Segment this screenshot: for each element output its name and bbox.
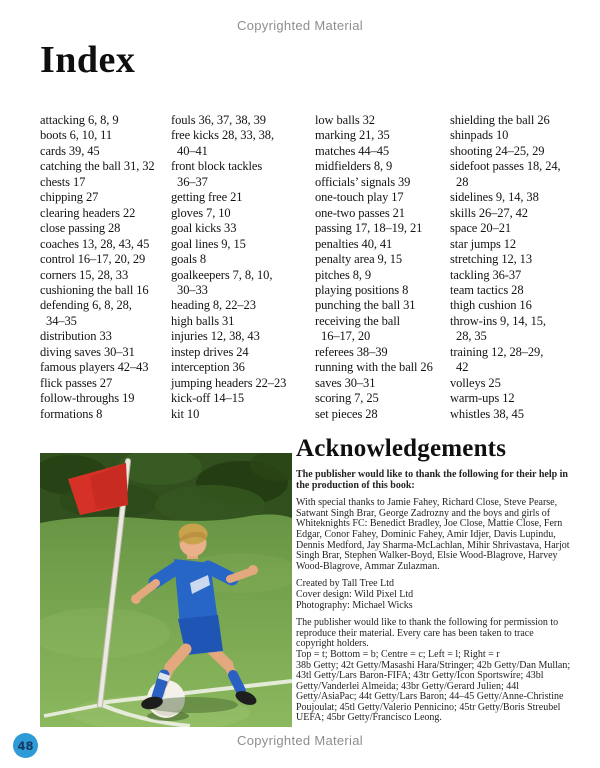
index-entry-line: sidelines 9, 14, 38	[450, 190, 539, 205]
index-entry-line: corners 15, 28, 33	[40, 267, 129, 282]
index-entry-line: gloves 7, 10	[171, 205, 231, 220]
index-entry-line: pitches 8, 9	[315, 267, 372, 282]
acknowledgements-title: Acknowledgements	[296, 435, 507, 462]
ack-photography: Photography: Michael Wicks	[296, 599, 413, 611]
index-column-1	[40, 113, 171, 422]
index-entry-line: shooting 24–25, 29	[450, 143, 545, 158]
index-entry-line: saves 30–31	[315, 375, 376, 390]
index-entry-line: heading 8, 22–23	[171, 298, 256, 313]
index-entry-line: cards 39, 45	[40, 143, 100, 158]
index-entry-line: follow-throughs 19	[40, 391, 135, 406]
index-entry-line: formations 8	[40, 406, 103, 421]
index-column-3	[315, 113, 450, 422]
index-entry-line: tackling 36-37	[450, 267, 522, 282]
index-entry-line: getting free 21	[171, 190, 243, 205]
index-entry-line: playing positions 8	[315, 282, 409, 297]
copyright-notice-top: Copyrighted Material	[237, 18, 363, 33]
index-entry-line: punching the ball 31	[315, 298, 416, 313]
index-entry-line: instep drives 24	[171, 344, 249, 359]
index-entry-line: clearing headers 22	[40, 205, 136, 220]
index-entry-line: whistles 38, 45	[450, 406, 524, 421]
index-entry-line: matches 44–45	[315, 143, 390, 158]
index-entry-line: kit 10	[171, 406, 200, 421]
index-entry-line: free kicks 28, 33, 38,	[171, 128, 274, 143]
ack-cover-design: Cover design: Wild Pixel Ltd	[296, 588, 414, 600]
index-entry-line: high balls 31	[171, 313, 235, 328]
index-entry-line: flick passes 27	[40, 375, 113, 390]
index-entry-line: passing 17, 18–19, 21	[315, 221, 423, 236]
index-entry-line: referees 38–39	[315, 344, 388, 359]
index-entry-line: injuries 12, 38, 43	[171, 329, 260, 344]
index-entry-line: front block tackles	[171, 159, 263, 174]
index-entry-line: 34–35	[40, 313, 77, 328]
index-entry-line: marking 21, 35	[315, 128, 390, 143]
index-entry-line: 28	[450, 174, 469, 189]
ack-production-credits	[296, 579, 574, 611]
index-entry-line: one-two passes 21	[315, 205, 405, 220]
ack-intro: The publisher would like to thank the following for their help in the production of this book:	[296, 469, 568, 491]
index-entry-line: midfielders 8, 9	[315, 159, 393, 174]
index-entry-line: goalkeepers 7, 8, 10,	[171, 267, 273, 282]
index-entry-line: sidefoot passes 18, 24,	[450, 159, 561, 174]
index-entry-line: shinpads 10	[450, 128, 509, 143]
index-entry-line: famous players 42–43	[40, 360, 149, 375]
index-entry-line: set pieces 28	[315, 406, 378, 421]
index-entry-line: goals 8	[171, 252, 207, 267]
index-entry-line: running with the ball 26	[315, 360, 433, 375]
index-column-4	[450, 113, 572, 422]
index-entry-line: 28, 35	[450, 329, 487, 344]
index-entry-line: attacking 6, 8, 9	[40, 113, 119, 127]
index-entry-line: coaches 13, 28, 43, 45	[40, 236, 150, 251]
index-entry-line: kick-off 14–15	[171, 391, 245, 406]
index-entry-line: training 12, 28–29,	[450, 344, 544, 359]
page-title: Index	[40, 39, 136, 81]
index-entry-line: 40–41	[171, 143, 208, 158]
index-entry-line: throw-ins 9, 14, 15,	[450, 313, 546, 328]
index-entry-line: volleys 25	[450, 375, 501, 390]
ack-photo-credits: 38b Getty; 42t Getty/Masashi Hara/Stringer; 42b Getty/Dan Mullan; 43tl Getty/Lars Baron-FIFA; 43tr Getty/Icon Sportswire; 43bl Getty/Vanderlei Almeida; 43br Getty/Gerard Julien; 44l Getty/AsiaPac; 44t Getty/Lars Baron; 44–45 Getty/Anne-Christine Poujoulat; 45tl Getty/Valerio Pennicino; 45tr Getty/Boris Streubel UEFA; 45br Getty/Francisco Leong.	[296, 659, 571, 724]
ack-created-by: Created by Tall Tree Ltd	[296, 578, 394, 590]
index-entry-line: 36–37	[171, 174, 208, 189]
index-entry-line: thigh cushion 16	[450, 298, 532, 313]
acknowledgements-section	[296, 436, 574, 724]
index-entry-line: defending 6, 8, 28,	[40, 298, 132, 313]
index-entry-line: officials’ signals 39	[315, 174, 411, 189]
index-entry-line: distribution 33	[40, 329, 112, 344]
index-entry-line: diving saves 30–31	[40, 344, 135, 359]
index-entry-line: chests 17	[40, 174, 86, 189]
index-entry-line: skills 26–27, 42	[450, 205, 528, 220]
index-entry-line: interception 36	[171, 360, 245, 375]
index-entry-line: goal lines 9, 15	[171, 236, 246, 251]
index-column-2	[171, 113, 315, 422]
index-entry-line: catching the ball 31, 32	[40, 159, 155, 174]
page-number: 48	[17, 738, 34, 753]
ack-permission: The publisher would like to thank the following for permission to reproduce their material. Every care has been taken to trace copyright holders.	[296, 617, 559, 650]
index-entry-line: control 16–17, 20, 29	[40, 252, 146, 267]
ack-position-key: Top = t; Bottom = b; Centre = c; Left = l; Right = r	[296, 648, 500, 660]
index-entry-line: chipping 27	[40, 190, 99, 205]
ack-thanks: With special thanks to Jamie Fahey, Richard Close, Steve Pearse, Satwant Singh Brar, George Zadrozny and the boys and girls of Whiteknights FC: Benedict Bradley, Joe Close, Mattie Close, Fern Edgar, Conor Fahey, Dominic Fahey, Amir Idjer, Davis Lupindu, Dennis Medford, Jay Sharma-McLachlan, Mihir Shrivastava, Harjot Singh Brar, Stephen Walker-Boyd, Elsie Wood-Blagrove, Harvey Wood-Blagrove, Ammar Zulazman.	[296, 497, 570, 572]
index-entry-line: close passing 28	[40, 221, 121, 236]
index-entry-line: receiving the ball	[315, 313, 400, 328]
index-entry-line: 42	[450, 360, 469, 375]
index-entry-line: stretching 12, 13	[450, 252, 532, 267]
index-entry-line: shielding the ball 26	[450, 113, 550, 127]
index-entry-line: 16–17, 20	[315, 329, 371, 344]
index-entry-line: cushioning the ball 16	[40, 282, 149, 297]
index-entry-line: goal kicks 33	[171, 221, 237, 236]
index-entry-line: 30–33	[171, 282, 208, 297]
index-entry-line: one-touch play 17	[315, 190, 404, 205]
index-entry-line: jumping headers 22–23	[171, 375, 287, 390]
index-entry-line: boots 6, 10, 11	[40, 128, 112, 143]
index-list	[40, 113, 572, 422]
index-entry-line: fouls 36, 37, 38, 39	[171, 113, 266, 127]
index-entry-line: penalties 40, 41	[315, 236, 393, 251]
index-entry-line: team tactics 28	[450, 282, 524, 297]
corner-kick-photo-graphic	[40, 453, 292, 727]
index-entry-line: warm-ups 12	[450, 391, 515, 406]
index-entry-line: low balls 32	[315, 113, 375, 127]
copyright-notice-bottom: Copyrighted Material	[237, 733, 363, 748]
corner-kick-photo	[40, 453, 292, 727]
index-entry-line: penalty area 9, 15	[315, 252, 403, 267]
index-entry-line: star jumps 12	[450, 236, 517, 251]
index-entry-line: scoring 7, 25	[315, 391, 379, 406]
index-entry-line: space 20–21	[450, 221, 512, 236]
